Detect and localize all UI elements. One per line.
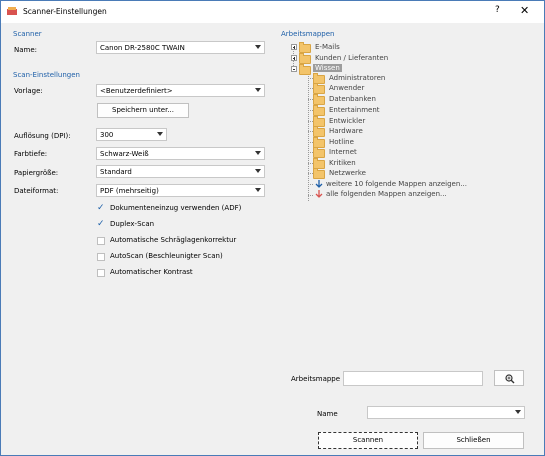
paper-size-label: Papiergröße: (14, 169, 59, 177)
chevron-down-icon (515, 410, 521, 414)
resolution-value: 300 (100, 131, 114, 139)
scanner-name-value: Canon DR-2580C TWAIN (100, 44, 185, 52)
folder-icon (313, 149, 325, 158)
tree-item-child[interactable]: Internet (329, 148, 357, 156)
template-dropdown[interactable] (96, 84, 265, 97)
file-format-dropdown[interactable] (96, 184, 265, 197)
dialog-body (1, 23, 544, 455)
folder-icon (313, 96, 325, 105)
chevron-down-icon (157, 132, 163, 136)
paper-size-value: Standard (100, 168, 132, 176)
folder-icon (313, 107, 325, 116)
folder-open-icon (299, 66, 311, 75)
close-icon[interactable]: ✕ (520, 4, 530, 17)
color-depth-value: Schwarz-Weiß (100, 150, 149, 158)
tree-item-child[interactable]: Entwickler (329, 117, 366, 125)
adf-checkbox[interactable]: ✓ (97, 203, 105, 213)
name-dropdown[interactable] (367, 406, 525, 419)
scanner-name-dropdown[interactable] (96, 41, 265, 54)
tree-item-child[interactable]: Hotline (329, 138, 354, 146)
chevron-down-icon (255, 188, 261, 192)
deskew-label: Automatische Schräglagenkorrektur (110, 236, 237, 244)
folder-icon (313, 170, 325, 179)
tree-item-child[interactable]: Datenbanken (329, 95, 376, 103)
adf-label: Dokumenteneinzug verwenden (ADF) (110, 204, 242, 212)
chevron-down-icon (255, 45, 261, 49)
autoscan-checkbox[interactable] (97, 253, 105, 261)
tree-item-child[interactable]: Entertainment (329, 106, 380, 114)
tree-item-child[interactable]: Hardware (329, 127, 363, 135)
auto-contrast-checkbox[interactable] (97, 269, 105, 277)
help-button[interactable]: ? (495, 5, 500, 15)
scanner-name-label: Name: (14, 46, 38, 54)
chevron-down-icon (255, 151, 261, 155)
tree-item-child[interactable]: Netzwerke (329, 169, 366, 177)
resolution-dropdown[interactable] (96, 128, 167, 141)
expand-toggle-kunden[interactable] (291, 55, 297, 61)
workbooks-header: Arbeitsmappen (281, 30, 335, 38)
tree-item-child[interactable]: Anwender (329, 84, 365, 92)
save-as-button[interactable]: Speichern unter... (97, 103, 189, 118)
duplex-checkbox[interactable]: ✓ (97, 219, 105, 229)
title-bar (1, 1, 544, 23)
arrow-down-icon (314, 179, 324, 189)
workbook-label: Arbeitsmappe (291, 375, 341, 383)
duplex-label: Duplex-Scan (110, 220, 155, 228)
show-more-link[interactable]: weitere 10 folgende Mappen anzeigen... (326, 180, 467, 188)
auto-contrast-label: Automatischer Kontrast (110, 268, 193, 276)
folder-icon (299, 55, 311, 64)
chevron-down-icon (255, 169, 261, 173)
close-button[interactable]: Schließen (423, 432, 524, 449)
tree-item-kunden[interactable]: Kunden / Lieferanten (315, 54, 389, 62)
magnifier-icon (505, 374, 515, 384)
scan-settings-header: Scan-Einstellungen (13, 71, 80, 79)
autoscan-label: AutoScan (Beschleunigter Scan) (110, 252, 223, 260)
expand-toggle-emails[interactable] (291, 44, 297, 50)
folder-icon (299, 44, 311, 53)
paper-size-dropdown[interactable] (96, 165, 265, 178)
template-label: Vorlage: (14, 87, 43, 95)
tree-item-child[interactable]: Administratoren (329, 74, 386, 82)
workbook-search-button[interactable] (494, 370, 524, 386)
deskew-checkbox[interactable] (97, 237, 105, 245)
collapse-toggle-wissen[interactable] (291, 66, 297, 72)
window-title: Scanner-Einstellungen (23, 7, 107, 16)
scanner-app-icon (7, 7, 17, 15)
name-label: Name (317, 410, 338, 418)
scan-button[interactable]: Scannen (318, 432, 418, 449)
tree-item-wissen[interactable]: Wissen (315, 64, 340, 72)
tree-item-emails[interactable]: E-Mails (315, 43, 340, 51)
folder-icon (313, 128, 325, 137)
file-format-value: PDF (mehrseitig) (100, 187, 159, 195)
chevron-down-icon (255, 88, 261, 92)
tree-item-child[interactable]: Kritiken (329, 159, 356, 167)
workbook-input[interactable] (343, 371, 483, 386)
show-all-link[interactable]: alle folgenden Mappen anzeigen... (326, 190, 447, 198)
scanner-section-header: Scanner (13, 30, 42, 38)
template-value: <Benutzerdefiniert> (100, 87, 173, 95)
resolution-label: Auflösung (DPI): (14, 132, 71, 140)
file-format-label: Dateiformat: (14, 187, 59, 195)
arrow-double-down-icon (314, 189, 324, 199)
color-depth-dropdown[interactable] (96, 147, 265, 160)
folder-icon (313, 85, 325, 94)
color-depth-label: Farbtiefe: (14, 150, 48, 158)
